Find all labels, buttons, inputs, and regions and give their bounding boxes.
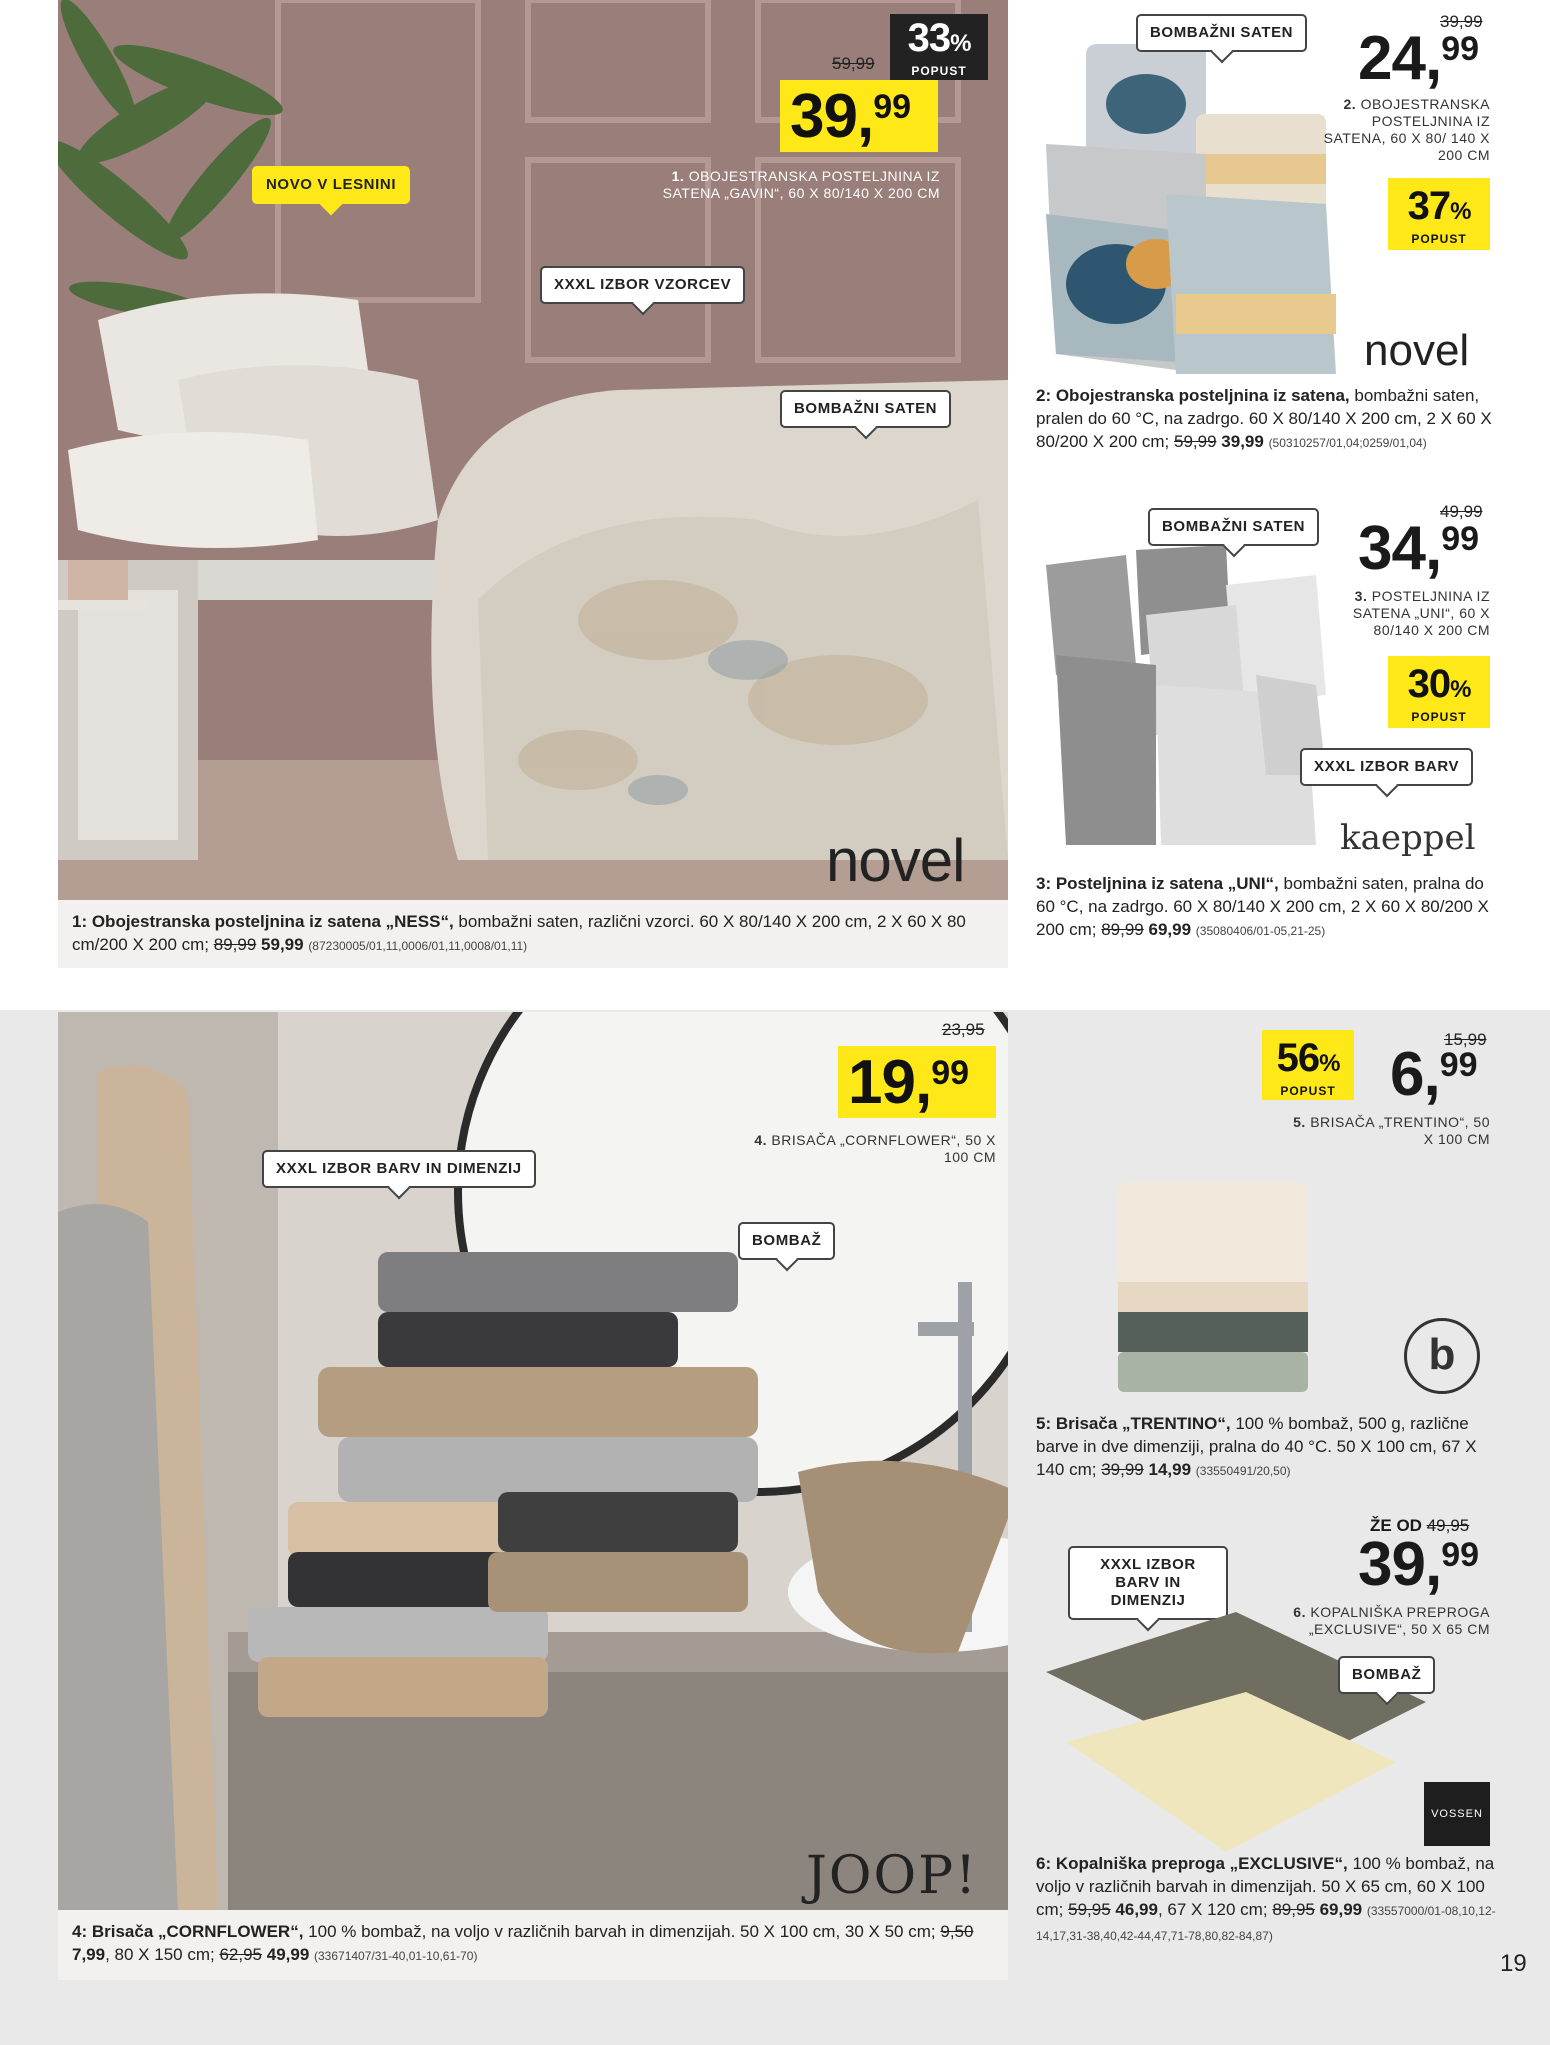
tag-satin-item2: BOMBAŽNI SATEN xyxy=(1136,14,1307,52)
towel-desc-title: 4: Brisača „CORNFLOWER“, xyxy=(72,1922,304,1941)
item2-desc-new: 39,99 xyxy=(1221,432,1264,451)
item5-price-cents: 99 xyxy=(1439,1046,1478,1084)
tag-patterns: XXXL IZBOR VZORCEV xyxy=(540,266,745,304)
tag-cotton-item6: BOMBAŽ xyxy=(1338,1656,1435,1694)
item2-old-price: 39,99 xyxy=(1440,12,1483,31)
item3-price-cents: 99 xyxy=(1441,520,1480,558)
item5-caption-num: 5. xyxy=(1293,1114,1306,1130)
item3-caption-num: 3. xyxy=(1354,588,1368,604)
towel-old-price: 23,95 xyxy=(942,1020,985,1039)
towel-desc-old1: 9,50 xyxy=(940,1922,974,1941)
item6-description xyxy=(1036,1852,1506,1948)
brand-bugatti-letter: b xyxy=(1428,1330,1456,1379)
main-caption-text: OBOJESTRANSKA POSTELJNINA IZ SATENA „GAVIN“, 60 X 80/140 X 200 CM xyxy=(662,168,940,201)
item6-caption-num: 6. xyxy=(1293,1604,1306,1620)
main-desc-old: 89,99 xyxy=(213,935,257,954)
main-discount-pct: 33 xyxy=(907,16,951,60)
towel-item5-photo xyxy=(1118,1182,1318,1402)
item3-caption xyxy=(1310,588,1490,639)
main-desc-body: bombažni saten, različni vzorci. 60 X 80/140 X 200 cm, 2 X 60 X 80 cm/200 X 200 cm; xyxy=(72,912,966,954)
main-price-int: 39, xyxy=(790,82,874,151)
brand-kaeppel: kaeppel xyxy=(1340,818,1476,858)
item3-desc-title: 3: Posteljnina iz satena „UNI“, xyxy=(1036,874,1279,893)
item5-description xyxy=(1036,1412,1506,1483)
tag-cotton-towel: BOMBAŽ xyxy=(738,1222,835,1260)
item3-discount-pct: 30 xyxy=(1407,662,1451,706)
item6-from-label: ŽE OD xyxy=(1370,1516,1422,1535)
main-price-cents: 99 xyxy=(873,88,912,126)
item3-price-int: 34, xyxy=(1358,514,1442,583)
item3-old-price: 49,99 xyxy=(1440,502,1483,521)
item2-caption xyxy=(1310,96,1490,164)
item6-price-cents: 99 xyxy=(1441,1536,1480,1574)
item5-desc-new: 14,99 xyxy=(1148,1460,1192,1479)
main-old-price: 59,99 xyxy=(832,54,875,73)
item6-caption-text: KOPALNIŠKA PREPROGA „EXCLUSIVE“, 50 X 65 CM xyxy=(1308,1604,1490,1637)
item3-desc-new: 69,99 xyxy=(1148,920,1192,939)
item5-caption-text: BRISAČA „TRENTINO“, 50 X 100 CM xyxy=(1310,1114,1490,1147)
towel-caption-text: BRISAČA „CORNFLOWER“, 50 X 100 CM xyxy=(771,1132,996,1165)
item2-discount-label: POPUST xyxy=(1411,232,1467,246)
item6-desc-new1: 46,99 xyxy=(1115,1900,1158,1919)
item6-desc-body: 100 % bombaž, na voljo v različnih barvah in dimenzijah. 50 X 65 cm, 60 X 100 cm; xyxy=(1036,1854,1495,1919)
item3-description xyxy=(1036,872,1506,943)
towel-price-int: 19, xyxy=(848,1048,932,1117)
item6-desc-mid: , 67 X 120 cm; xyxy=(1157,1900,1268,1919)
brand-vossen xyxy=(1424,1782,1490,1846)
towel-desc-code: (33671407/31-40,01-10,61-70) xyxy=(314,1949,478,1963)
item5-price-int: 6, xyxy=(1390,1040,1440,1109)
tag-colors-towel: XXXL IZBOR BARV IN DIMENZIJ xyxy=(262,1150,536,1188)
bedding-item3-photo xyxy=(1036,545,1356,845)
item5-price xyxy=(1390,1040,1478,1109)
tag-novo: NOVO V LESNINI xyxy=(252,166,410,204)
main-caption xyxy=(660,168,940,202)
item5-old-price: 15,99 xyxy=(1444,1030,1487,1049)
item5-caption xyxy=(1290,1114,1490,1148)
item5-discount-label: POPUST xyxy=(1280,1084,1336,1098)
item2-desc-body: bombažni saten, pralen do 60 °C, na zadrgo. 60 X 80/140 X 200 cm, 2 X 60 X 80/200 X 200 cm; xyxy=(1036,386,1492,451)
item6-desc-code: (33557000/01-08,10,12-14,17,31-38,40,42-44,47,71-78,80,82-84,87) xyxy=(1036,1904,1496,1943)
brand-novel-main: novel xyxy=(826,827,965,894)
tag-satin-item3: BOMBAŽNI SATEN xyxy=(1148,508,1319,546)
item5-desc-body: 100 % bombaž, 500 g, različne barve in dve dimenziji, pralna do 40 °C. 50 X 100 cm, 67 X 140 cm; xyxy=(1036,1414,1477,1479)
main-discount-badge: 33% POPUST xyxy=(890,14,988,80)
item2-price xyxy=(1358,24,1480,93)
tag-satin-main: BOMBAŽNI SATEN xyxy=(780,390,951,428)
item6-old-price: 49,95 xyxy=(1426,1516,1470,1535)
item6-price xyxy=(1358,1530,1480,1599)
item6-desc-old1: 59,95 xyxy=(1068,1900,1111,1919)
towel-caption xyxy=(730,1132,996,1166)
item5-discount-badge: 56% POPUST xyxy=(1262,1030,1354,1100)
item2-desc-title: 2: Obojestranska posteljnina iz satena, xyxy=(1036,386,1350,405)
main-desc-code: (87230005/01,11,0006/01,11,0008/01,11) xyxy=(308,939,528,953)
brand-novel-item2: novel xyxy=(1364,326,1470,375)
item2-caption-text: OBOJESTRANSKA POSTELJNINA IZ SATENA, 60 X 80/ 140 X 200 CM xyxy=(1323,96,1490,163)
towel-price-box xyxy=(838,1046,996,1118)
item3-desc-code: (35080406/01-05,21-25) xyxy=(1195,924,1326,938)
main-discount-label: POPUST xyxy=(911,64,967,78)
tag-colors-item3: XXXL IZBOR BARV xyxy=(1300,748,1473,786)
towel-description xyxy=(72,1920,997,1968)
item3-caption-text: POSTELJNINA IZ SATENA „UNI“, 60 X 80/140 X 200 CM xyxy=(1352,588,1490,638)
towel-desc-new2: 49,99 xyxy=(266,1945,310,1964)
item2-description xyxy=(1036,384,1506,455)
main-desc-title: 1: Obojestranska posteljnina iz satena „NESS“, xyxy=(72,912,454,931)
item2-caption-num: 2. xyxy=(1343,96,1357,112)
item5-desc-old: 39,99 xyxy=(1101,1460,1144,1479)
brand-joop: JOOP! xyxy=(806,1846,978,1906)
item2-discount-pct: 37 xyxy=(1407,184,1451,228)
brand-vossen-text: VOSSEN xyxy=(1431,1808,1483,1820)
main-description xyxy=(72,910,997,958)
rug-item6-photo xyxy=(1036,1612,1436,1862)
item5-discount-pct: 56 xyxy=(1276,1036,1320,1080)
item3-desc-old: 89,99 xyxy=(1101,920,1144,939)
brand-bugatti xyxy=(1404,1318,1480,1394)
item2-price-cents: 99 xyxy=(1441,30,1480,68)
item5-desc-title: 5: Brisača „TRENTINO“, xyxy=(1036,1414,1231,1433)
tag-colors-item6: XXXL IZBOR BARV IN DIMENZIJ xyxy=(1068,1546,1228,1620)
bedding-item2-photo xyxy=(1036,34,1336,374)
item2-discount-badge: 37% POPUST xyxy=(1388,178,1490,250)
item6-price-int: 39, xyxy=(1358,1530,1442,1599)
item6-desc-new2: 69,99 xyxy=(1319,1900,1363,1919)
towel-price-cents: 99 xyxy=(931,1054,970,1092)
item3-desc-body: bombažni saten, pralna do 60 °C, na zadrgo. 60 X 80/140 X 200 cm, 2 X 60 X 80/200 X 200 cm; xyxy=(1036,874,1489,939)
item3-price xyxy=(1358,514,1480,583)
item2-desc-code: (50310257/01,04;0259/01,04) xyxy=(1268,436,1427,450)
towel-desc-new1: 7,99 xyxy=(72,1945,106,1964)
item6-desc-old2: 89,95 xyxy=(1272,1900,1315,1919)
page-number: 19 xyxy=(1500,1950,1527,1977)
item3-discount-label: POPUST xyxy=(1411,710,1467,724)
towel-desc-mid: , 80 X 150 cm; xyxy=(105,1945,215,1964)
main-desc-new: 59,99 xyxy=(261,935,304,954)
main-caption-num: 1. xyxy=(671,168,685,184)
towel-desc-body: 100 % bombaž, na voljo v različnih barvah in dimenzijah. 50 X 100 cm, 30 X 50 cm; xyxy=(308,1922,936,1941)
item3-discount-badge: 30% POPUST xyxy=(1388,656,1490,728)
item2-price-int: 24, xyxy=(1358,24,1442,93)
item2-desc-old: 59,99 xyxy=(1174,432,1217,451)
item5-desc-code: (33550491/20,50) xyxy=(1195,1464,1291,1478)
item6-desc-title: 6: Kopalniška preproga „EXCLUSIVE“, xyxy=(1036,1854,1348,1873)
towel-desc-old2: 62,95 xyxy=(219,1945,262,1964)
main-price-box xyxy=(780,80,938,152)
towel-caption-num: 4. xyxy=(754,1132,768,1148)
